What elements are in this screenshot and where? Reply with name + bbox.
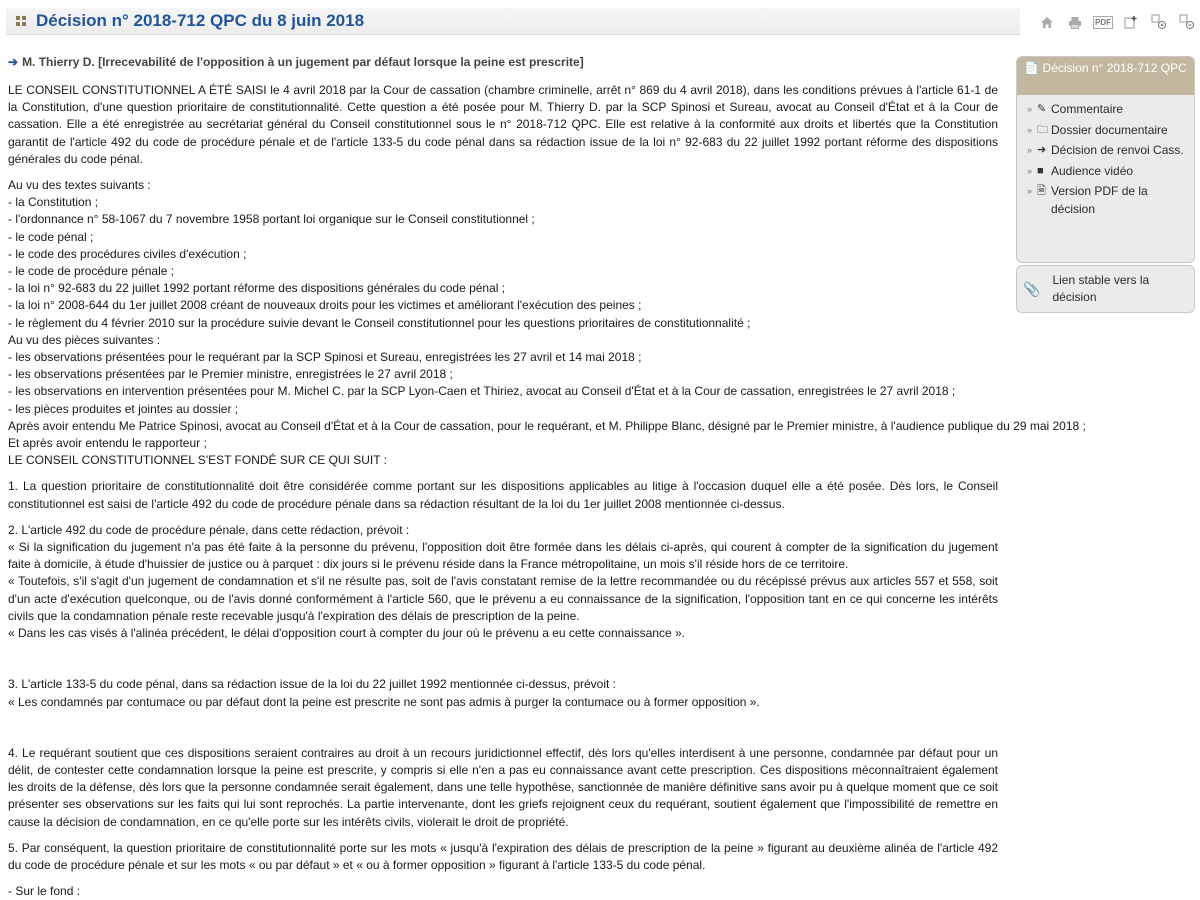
paragraph-2-intro: 2. L'article 492 du code de procédure pénale, dans cette rédaction, prévoit : bbox=[8, 522, 410, 537]
paragraph-3-quote: « Les condamnés par contumace ou par défaut dont la peine est prescrite ne sont pas admis à purger la contumace ou à former opposition ». bbox=[8, 694, 760, 709]
visa-line: - la loi n° 2008-644 du 1er juillet 2008 créant de nouveaux droits pour les victimes et améliorant l'exécution des peines ; bbox=[8, 298, 642, 313]
visa-line: - les observations présentées par le Premier ministre, enregistrées le 27 avril 2018 ; bbox=[8, 367, 453, 382]
paperclip-icon: 📎 bbox=[1023, 280, 1041, 297]
sidebar-item-label: Dossier documentaire bbox=[1051, 122, 1168, 137]
grid-icon bbox=[16, 16, 26, 26]
visa-line: Au vu des textes suivants : bbox=[8, 178, 151, 193]
paragraph-2-quote-1: « Si la signification du jugement n'a pas été faite à la personne du prévenu, l'opposition doit être formée dans les délais ci-après, qui courent à compter de la signification du jugement faite à domicile, à étude d'huissier de justice ou à parquet : dix jours si le prévenu réside dans la France métropolitaine, un mois s'il réside hors de ce territoire. bbox=[8, 540, 998, 572]
sidebar-item-dossier[interactable] bbox=[1027, 122, 1188, 140]
intro-paragraph: LE CONSEIL CONSTITUTIONNEL A ÉTÉ SAISI le 4 avril 2018 par la Cour de cassation (chambre criminelle, arrêt n° 869 du 4 avril 2018), dans les conditions prévues à l'article 61-1 de la Constitution, d'une question prioritaire de constitutionnalité. Cette question a été posée pour M. Thierry D. par la SCP Spinosi et Sureau, avocat au Conseil d'État et à la Cour de cassation. Elle a été enregistrée au secrétariat général du Conseil constitutionnel sous le n° 2018-712 QPC. Elle est relative à la conformité aux droits et libertés que la Constitution garantit de l'article 492 du code de procédure pénale et de l'article 133-5 du code pénal dans sa rédaction issue de la loi n° 92-683 du 22 juillet 1992 portant réforme des dispositions générales du code pénal. bbox=[8, 83, 998, 166]
sidebar-item-label: Audience vidéo bbox=[1051, 163, 1134, 178]
sidebar-heading bbox=[1017, 57, 1194, 95]
sidebar-item-label: Version PDF de la décision bbox=[1051, 184, 1148, 216]
zoom-in-icon[interactable] bbox=[1150, 13, 1168, 31]
visa-line: - la loi n° 92-683 du 22 juillet 1992 portant réforme des dispositions générales du code pénal ; bbox=[8, 281, 506, 296]
sidebar-item-video[interactable] bbox=[1027, 163, 1188, 181]
chevron-right-icon: » bbox=[1027, 145, 1033, 155]
spacer bbox=[8, 469, 998, 478]
visa-line: Après avoir entendu Me Patrice Spinosi, avocat au Conseil d'État et à la Cour de cassation, pour le requérant, et M. Philippe Blanc, désigné par le Premier ministre, à l'audience publique du 29 mai 2018 ; bbox=[8, 418, 1086, 433]
page-title: Décision n° 2018-712 QPC du 8 juin 2018 bbox=[36, 11, 365, 30]
section-heading-fond: - Sur le fond : bbox=[8, 884, 81, 899]
add-bookmark-icon[interactable] bbox=[1122, 13, 1140, 31]
sidebar-item-label: Commentaire bbox=[1051, 102, 1124, 116]
decision-sidebar bbox=[1016, 56, 1195, 263]
visa-line: - le code pénal ; bbox=[8, 229, 94, 244]
paragraph-4: 4. Le requérant soutient que ces dispositions seraient contraires au droit à un recours juridictionnel effectif, dès lors qu'elles interdisent à une personne, condamnée par défaut pour un délit, de contester cette condamnation lorsque la peine est prescrite, y compris si elle n'en a pas eu connaissance avant cette prescription. Ces dispositions méconnaîtraient également les droits de la défense, dès lors que la personne condamnée serait également, dans une telle hypothèse, sanctionnée de manière définitive sans avoir pu à quelque moment que ce soit présenter ses observations sur les faits qui lui sont reprochés. La partie intervenante, dont les griefs rejoignent ceux du requérant, soutient également que l'impossibilité de remettre en cause la décision de condamnation, en ce qu'elle porte sur les intérêts civils, violerait le droit de propriété. bbox=[8, 745, 998, 829]
visa-line: LE CONSEIL CONSTITUTIONNEL S'EST FONDÉ SUR CE QUI SUIT : bbox=[8, 453, 388, 468]
page-header bbox=[0, 0, 1200, 42]
arrow-right-icon: ➔ bbox=[8, 55, 19, 69]
sidebar-item-pdf[interactable] bbox=[1027, 183, 1188, 218]
visa-line: - le code des procédures civiles d'exécution ; bbox=[8, 246, 247, 261]
paragraph-3 bbox=[8, 676, 998, 710]
spacer bbox=[8, 642, 998, 659]
print-icon[interactable] bbox=[1066, 13, 1084, 31]
visa-line: Au vu des pièces suivantes : bbox=[8, 332, 161, 347]
stable-link-box[interactable] bbox=[1016, 265, 1195, 313]
decision-subtitle bbox=[8, 55, 1008, 69]
paragraph-2-quote-2: « Toutefois, s'il s'agit d'un jugement de condamnation et s'il ne résulte pas, soit de l'avis constatant remise de la lettre recommandée ou du récépissé prévus aux articles 557 et 558, soit d'un acte d'exécution quelconque, ou de l'avis donné conformément à l'article 560, que le prévenu a eu connaissance de la signification, l'opposition tant en ce qui concerne les intérêts civils que la condamnation pénale reste recevable jusqu'à l'expiration des délais de prescription de la peine. bbox=[8, 574, 998, 623]
folder-icon: 🗀 bbox=[1037, 123, 1048, 136]
sidebar-item-label: Décision de renvoi Cass. bbox=[1051, 143, 1184, 157]
sidebar-item-commentaire[interactable] bbox=[1027, 101, 1188, 119]
spacer bbox=[8, 711, 998, 728]
stable-link-text: Lien stable vers la décision bbox=[1052, 272, 1150, 304]
zoom-out-icon[interactable] bbox=[1178, 13, 1196, 31]
visa-line: - le code de procédure pénale ; bbox=[8, 264, 175, 279]
visa-line: - le règlement du 4 février 2010 sur la procédure suivie devant le Conseil constitutionnel pour les questions prioritaires de constitutionnalité ; bbox=[8, 315, 751, 330]
sidebar-heading-text: Décision n° 2018-712 QPC bbox=[1042, 61, 1187, 75]
visa-line: - les observations présentées pour le requérant par la SCP Spinosi et Sureau, enregistrées les 27 avril et 14 mai 2018 ; bbox=[8, 350, 642, 365]
spacer bbox=[8, 728, 998, 745]
visa-line: - les pièces produites et jointes au dossier ; bbox=[8, 401, 239, 416]
spacer bbox=[8, 659, 998, 676]
pdf-icon[interactable]: PDF bbox=[1095, 17, 1111, 27]
sidebar-item-renvoi[interactable] bbox=[1027, 142, 1188, 160]
paragraph-3-intro: 3. L'article 133-5 du code pénal, dans sa rédaction issue de la loi du 22 juillet 1992 mentionnée ci-dessus, prévoit : bbox=[8, 677, 617, 692]
paragraph-1: 1. La question prioritaire de constitutionnalité doit être considérée comme portant sur les dispositions applicables au litige à l'occasion duquel elle a été posée. Dès lors, le Conseil constitutionnel est saisi de l'article 492 du code de procédure pénale dans sa rédaction résultant de la loi du 1er juillet 2008 mentionnée ci-dessus. bbox=[8, 479, 998, 511]
toolbar bbox=[1038, 12, 1200, 32]
chevron-right-icon: » bbox=[1027, 124, 1033, 135]
paragraph-2 bbox=[8, 522, 998, 642]
edit-icon: ✎ bbox=[1037, 103, 1047, 115]
paragraph-5: 5. Par conséquent, la question prioritaire de constitutionnalité porte sur les mots « jusqu'à l'expiration des délais de prescription de la peine » figurant au deuxième alinéa de l'article 492 du code de procédure pénale et sur les mots « ou par défaut » et « ou à former opposition » figurant à l'article 133-5 du code pénal. bbox=[8, 840, 998, 872]
sidebar-links bbox=[1017, 95, 1194, 218]
sign-in-icon: ➜ bbox=[1037, 144, 1047, 156]
subtitle-text: M. Thierry D. [Irrecevabilité de l'opposition à un jugement par défaut lorsque la peine est prescrite] bbox=[22, 55, 584, 69]
visas-list bbox=[8, 177, 1086, 469]
visa-line: - les observations en intervention présentées pour M. Michel C. par la SCP Lyon-Caen et Thiriez, avocat au Conseil d'État et à la Cour de cassation, enregistrées le 27 avril 2018 ; bbox=[8, 384, 956, 399]
video-icon: ■ bbox=[1037, 164, 1044, 177]
chevron-right-icon: » bbox=[1027, 186, 1033, 196]
title-bar bbox=[6, 8, 1020, 35]
document-icon: 📄 bbox=[1024, 61, 1040, 75]
pdf-file-icon: 🗎 bbox=[1037, 185, 1046, 197]
visa-line: Et après avoir entendu le rapporteur ; bbox=[8, 436, 207, 451]
chevron-right-icon: » bbox=[1027, 104, 1033, 114]
chevron-right-icon: » bbox=[1027, 165, 1033, 176]
paragraph-2-quote-3: « Dans les cas visés à l'alinéa précédent, le délai d'opposition court à compter du jour où le prévenu a eu cette connaissance ». bbox=[8, 626, 685, 641]
decision-body bbox=[8, 82, 1086, 900]
visa-line: - la Constitution ; bbox=[8, 195, 99, 210]
home-icon[interactable] bbox=[1038, 13, 1056, 31]
visa-line: - l'ordonnance n° 58-1067 du 7 novembre 1958 portant loi organique sur le Conseil constitutionnel ; bbox=[8, 212, 535, 227]
